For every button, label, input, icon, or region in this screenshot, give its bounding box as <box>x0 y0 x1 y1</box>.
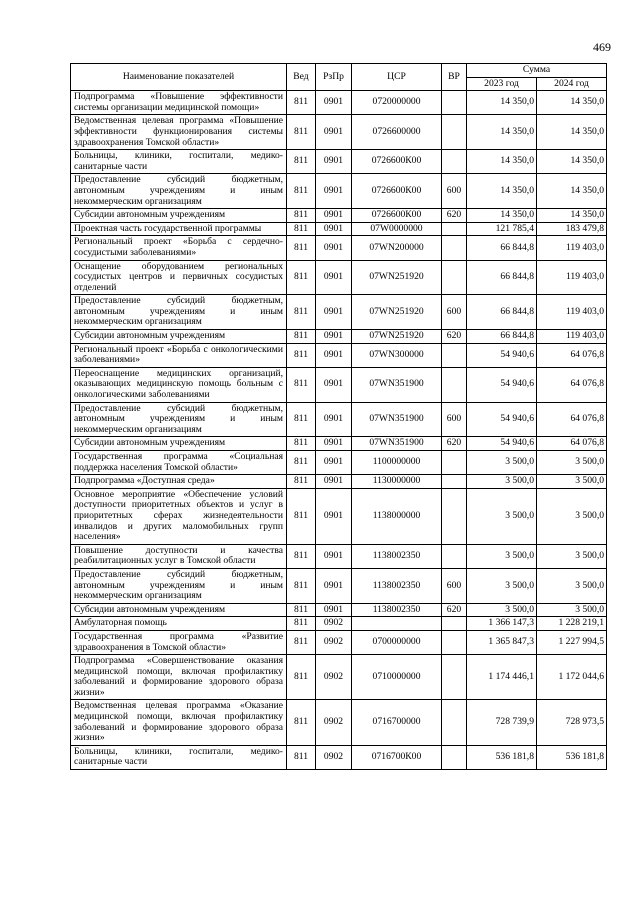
row-amount-2023: 3 500,0 <box>467 544 537 568</box>
table-row <box>71 343 607 367</box>
row-rzpr: 0901 <box>316 488 352 544</box>
row-ved: 811 <box>287 150 316 174</box>
table-row <box>71 745 607 769</box>
row-ved: 811 <box>287 488 316 544</box>
row-amount-2023: 728 739,9 <box>467 700 537 745</box>
row-csr: 1130000000 <box>352 475 442 489</box>
row-name: Региональный проект «Борьба с сердечно-сосудистыми заболеваниями» <box>71 236 287 260</box>
row-amount-2023: 66 844,8 <box>467 295 537 330</box>
table-row <box>71 475 607 489</box>
row-csr: 1138000000 <box>352 488 442 544</box>
row-vr: 620 <box>442 209 467 223</box>
row-ved: 811 <box>287 568 316 603</box>
row-vr <box>442 745 467 769</box>
row-rzpr: 0901 <box>316 222 352 236</box>
row-csr: 07WN351900 <box>352 402 442 437</box>
row-rzpr: 0901 <box>316 295 352 330</box>
row-amount-2024: 64 076,8 <box>537 343 607 367</box>
row-amount-2023: 3 500,0 <box>467 568 537 603</box>
row-ved: 811 <box>287 475 316 489</box>
row-vr <box>442 655 467 700</box>
row-vr <box>442 343 467 367</box>
row-ved: 811 <box>287 222 316 236</box>
table-row <box>71 402 607 437</box>
row-csr: 0726600000 <box>352 115 442 150</box>
row-vr: 600 <box>442 295 467 330</box>
row-amount-2023: 14 350,0 <box>467 150 537 174</box>
row-vr <box>442 150 467 174</box>
table-row <box>71 655 607 700</box>
row-amount-2023: 54 940,6 <box>467 437 537 451</box>
row-rzpr: 0902 <box>316 655 352 700</box>
table-header <box>71 64 607 91</box>
row-amount-2024: 14 350,0 <box>537 115 607 150</box>
row-ved: 811 <box>287 295 316 330</box>
row-amount-2024: 119 403,0 <box>537 260 607 295</box>
row-amount-2024: 3 500,0 <box>537 475 607 489</box>
row-amount-2023: 3 500,0 <box>467 475 537 489</box>
row-amount-2023: 66 844,8 <box>467 236 537 260</box>
table-row <box>71 630 607 654</box>
row-rzpr: 0901 <box>316 115 352 150</box>
row-rzpr: 0902 <box>316 630 352 654</box>
row-rzpr: 0901 <box>316 402 352 437</box>
row-amount-2023: 14 350,0 <box>467 174 537 209</box>
row-rzpr: 0901 <box>316 437 352 451</box>
table-row <box>71 174 607 209</box>
row-amount-2023: 14 350,0 <box>467 209 537 223</box>
row-name: Предоставление субсидий бюджетным, автономным учреждениям и иным некоммерческим организациям <box>71 402 287 437</box>
row-csr: 0710000000 <box>352 655 442 700</box>
row-vr <box>442 115 467 150</box>
row-vr <box>442 91 467 115</box>
row-csr: 07WN351900 <box>352 367 442 402</box>
row-name: Подпрограмма «Повышение эффективности системы организации медицинской помощи» <box>71 91 287 115</box>
row-amount-2024: 119 403,0 <box>537 295 607 330</box>
row-ved: 811 <box>287 236 316 260</box>
row-ved: 811 <box>287 402 316 437</box>
header-sum: Сумма <box>467 64 607 78</box>
row-csr: 0720000000 <box>352 91 442 115</box>
row-amount-2024: 64 076,8 <box>537 402 607 437</box>
row-csr: 1138002350 <box>352 544 442 568</box>
row-name: Предоставление субсидий бюджетным, автономным учреждениям и иным некоммерческим организациям <box>71 295 287 330</box>
row-name: Переоснащение медицинских организаций, оказывающих медицинскую помощь больным с онкологическими заболеваниями <box>71 367 287 402</box>
row-vr: 620 <box>442 603 467 617</box>
table-row <box>71 544 607 568</box>
row-amount-2023: 14 350,0 <box>467 91 537 115</box>
row-name: Субсидии автономным учреждениям <box>71 330 287 344</box>
row-amount-2024: 1 172 044,6 <box>537 655 607 700</box>
row-rzpr: 0901 <box>316 260 352 295</box>
row-ved: 811 <box>287 603 316 617</box>
row-amount-2024: 14 350,0 <box>537 209 607 223</box>
header-rzpr: РзПр <box>316 64 352 91</box>
row-amount-2023: 54 940,6 <box>467 367 537 402</box>
header-ved: Вед <box>287 64 316 91</box>
row-csr: 1138002350 <box>352 603 442 617</box>
row-rzpr: 0901 <box>316 544 352 568</box>
row-ved: 811 <box>287 343 316 367</box>
row-csr: 07W0000000 <box>352 222 442 236</box>
row-amount-2023: 3 500,0 <box>467 488 537 544</box>
row-vr <box>442 367 467 402</box>
row-name: Основное мероприятие «Обеспечение условий доступности приоритетных объектов и услуг в приоритетных сферах жизнедеятельности инвалидов и других маломобильных групп населения» <box>71 488 287 544</box>
row-amount-2024: 14 350,0 <box>537 150 607 174</box>
table-row <box>71 451 607 475</box>
table-row <box>71 568 607 603</box>
row-csr: 0726600К00 <box>352 174 442 209</box>
row-ved: 811 <box>287 260 316 295</box>
row-amount-2023: 1 366 147,3 <box>467 617 537 631</box>
row-csr <box>352 617 442 631</box>
row-vr <box>442 617 467 631</box>
row-ved: 811 <box>287 437 316 451</box>
row-csr: 07WN251920 <box>352 260 442 295</box>
row-name: Проектная часть государственной программы <box>71 222 287 236</box>
row-vr <box>442 222 467 236</box>
row-csr: 07WN300000 <box>352 343 442 367</box>
row-amount-2024: 1 227 994,5 <box>537 630 607 654</box>
table-row <box>71 209 607 223</box>
row-amount-2023: 121 785,4 <box>467 222 537 236</box>
table-row <box>71 295 607 330</box>
row-vr <box>442 451 467 475</box>
row-amount-2023: 3 500,0 <box>467 603 537 617</box>
row-vr: 620 <box>442 437 467 451</box>
row-rzpr: 0901 <box>316 475 352 489</box>
row-name: Субсидии автономным учреждениям <box>71 209 287 223</box>
row-ved: 811 <box>287 91 316 115</box>
row-csr: 07WN251920 <box>352 295 442 330</box>
row-rzpr: 0902 <box>316 700 352 745</box>
page-number: 469 <box>593 40 611 54</box>
header-vr: ВР <box>442 64 467 91</box>
row-amount-2023: 54 940,6 <box>467 402 537 437</box>
row-amount-2024: 3 500,0 <box>537 488 607 544</box>
row-rzpr: 0901 <box>316 91 352 115</box>
row-amount-2023: 1 174 446,1 <box>467 655 537 700</box>
row-name: Больницы, клиники, госпитали, медико-санитарные части <box>71 745 287 769</box>
header-year-2024: 2024 год <box>537 77 607 91</box>
row-name: Подпрограмма «Доступная среда» <box>71 475 287 489</box>
row-vr: 600 <box>442 174 467 209</box>
row-amount-2024: 3 500,0 <box>537 451 607 475</box>
row-csr: 0726600К00 <box>352 209 442 223</box>
row-rzpr: 0902 <box>316 617 352 631</box>
row-name: Государственная программа «Социальная поддержка населения Томской области» <box>71 451 287 475</box>
row-name: Государственная программа «Развитие здравоохранения в Томской области» <box>71 630 287 654</box>
row-vr: 600 <box>442 568 467 603</box>
row-amount-2024: 3 500,0 <box>537 568 607 603</box>
row-vr <box>442 488 467 544</box>
row-rzpr: 0901 <box>316 174 352 209</box>
row-rzpr: 0901 <box>316 330 352 344</box>
table-row <box>71 115 607 150</box>
row-vr <box>442 630 467 654</box>
row-csr: 0716700000 <box>352 700 442 745</box>
row-amount-2024: 64 076,8 <box>537 437 607 451</box>
header-name: Наименование показателей <box>71 64 287 91</box>
row-ved: 811 <box>287 700 316 745</box>
table-row <box>71 91 607 115</box>
row-amount-2023: 3 500,0 <box>467 451 537 475</box>
row-ved: 811 <box>287 209 316 223</box>
row-rzpr: 0901 <box>316 451 352 475</box>
row-csr: 07WN351900 <box>352 437 442 451</box>
row-name: Оснащение оборудованием региональных сосудистых центров и первичных сосудистых отделений <box>71 260 287 295</box>
row-vr <box>442 700 467 745</box>
table-row <box>71 222 607 236</box>
table-row <box>71 150 607 174</box>
row-csr: 0726600К00 <box>352 150 442 174</box>
row-amount-2024: 119 403,0 <box>537 236 607 260</box>
table-row <box>71 603 607 617</box>
row-csr: 0700000000 <box>352 630 442 654</box>
row-csr: 07WN200000 <box>352 236 442 260</box>
table-row <box>71 260 607 295</box>
row-amount-2023: 14 350,0 <box>467 115 537 150</box>
row-ved: 811 <box>287 451 316 475</box>
row-name: Больницы, клиники, госпитали, медико-санитарные части <box>71 150 287 174</box>
row-name: Амбулаторная помощь <box>71 617 287 631</box>
row-name: Региональный проект «Борьба с онкологическими заболеваниями» <box>71 343 287 367</box>
row-csr: 1138002350 <box>352 568 442 603</box>
row-rzpr: 0901 <box>316 367 352 402</box>
row-amount-2023: 54 940,6 <box>467 343 537 367</box>
row-amount-2024: 119 403,0 <box>537 330 607 344</box>
row-ved: 811 <box>287 655 316 700</box>
row-amount-2024: 64 076,8 <box>537 367 607 402</box>
table-body <box>71 91 607 770</box>
row-amount-2023: 66 844,8 <box>467 260 537 295</box>
row-rzpr: 0901 <box>316 236 352 260</box>
row-rzpr: 0901 <box>316 568 352 603</box>
row-ved: 811 <box>287 115 316 150</box>
row-name: Предоставление субсидий бюджетным, автономным учреждениям и иным некоммерческим организациям <box>71 174 287 209</box>
table-row <box>71 437 607 451</box>
header-csr: ЦСР <box>352 64 442 91</box>
row-amount-2024: 3 500,0 <box>537 603 607 617</box>
row-ved: 811 <box>287 630 316 654</box>
row-amount-2024: 1 228 219,1 <box>537 617 607 631</box>
row-vr <box>442 544 467 568</box>
row-amount-2023: 1 365 847,3 <box>467 630 537 654</box>
row-vr <box>442 475 467 489</box>
row-vr <box>442 260 467 295</box>
row-csr: 0716700К00 <box>352 745 442 769</box>
row-vr <box>442 236 467 260</box>
table-row <box>71 617 607 631</box>
row-amount-2024: 14 350,0 <box>537 174 607 209</box>
row-ved: 811 <box>287 745 316 769</box>
row-amount-2023: 536 181,8 <box>467 745 537 769</box>
row-csr: 07WN251920 <box>352 330 442 344</box>
row-ved: 811 <box>287 544 316 568</box>
row-name: Подпрограмма «Совершенствование оказания медицинской помощи, включая профилактику заболеваний и формирование здорового образа жизни» <box>71 655 287 700</box>
table-row <box>71 700 607 745</box>
row-rzpr: 0902 <box>316 745 352 769</box>
row-ved: 811 <box>287 617 316 631</box>
budget-table <box>70 63 607 770</box>
header-year-2023: 2023 год <box>467 77 537 91</box>
row-csr: 1100000000 <box>352 451 442 475</box>
table-row <box>71 330 607 344</box>
row-name: Субсидии автономным учреждениям <box>71 603 287 617</box>
row-rzpr: 0901 <box>316 343 352 367</box>
row-name: Предоставление субсидий бюджетным, автономным учреждениям и иным некоммерческим организациям <box>71 568 287 603</box>
row-name: Ведомственная целевая программа «Оказание медицинской помощи, включая профилактику заболеваний и формирование здорового образа жизни» <box>71 700 287 745</box>
row-ved: 811 <box>287 367 316 402</box>
row-amount-2024: 14 350,0 <box>537 91 607 115</box>
row-rzpr: 0901 <box>316 209 352 223</box>
row-ved: 811 <box>287 330 316 344</box>
row-name: Субсидии автономным учреждениям <box>71 437 287 451</box>
table-row <box>71 236 607 260</box>
row-vr: 600 <box>442 402 467 437</box>
table-row <box>71 488 607 544</box>
row-amount-2023: 66 844,8 <box>467 330 537 344</box>
table-row <box>71 367 607 402</box>
row-amount-2024: 183 479,8 <box>537 222 607 236</box>
row-vr: 620 <box>442 330 467 344</box>
row-rzpr: 0901 <box>316 603 352 617</box>
row-rzpr: 0901 <box>316 150 352 174</box>
row-name: Ведомственная целевая программа «Повышение эффективности функционирования системы здравоохранения Томской области» <box>71 115 287 150</box>
row-ved: 811 <box>287 174 316 209</box>
row-amount-2024: 728 973,5 <box>537 700 607 745</box>
row-amount-2024: 3 500,0 <box>537 544 607 568</box>
row-name: Повышение доступности и качества реабилитационных услуг в Томской области <box>71 544 287 568</box>
row-amount-2024: 536 181,8 <box>537 745 607 769</box>
